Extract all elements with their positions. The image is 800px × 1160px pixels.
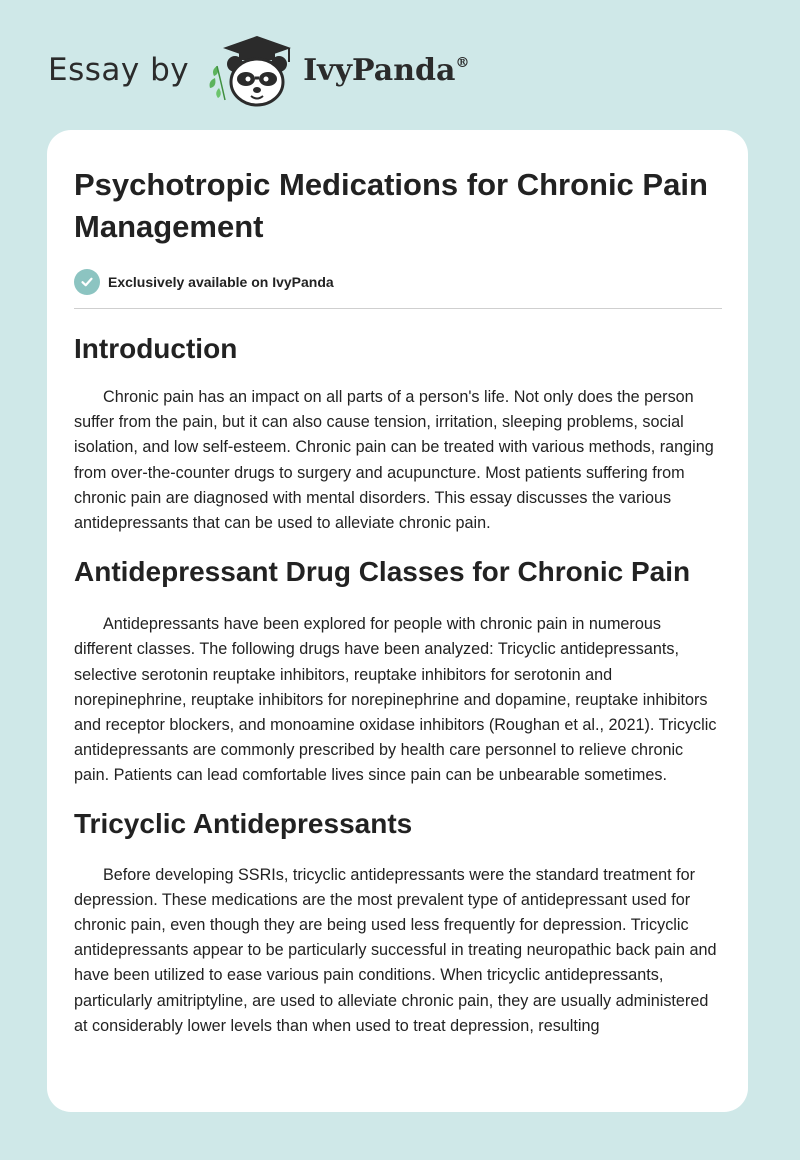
brand-name[interactable]: IvyPanda® [303,52,470,88]
essay-by-label: Essay by [48,52,190,88]
exclusive-badge-label: Exclusively available on IvyPanda [108,274,334,290]
article-card [47,130,748,1112]
section-body-tricyclic: Before developing SSRIs, tricyclic antidepressants were the standard treatment for depression. These medications are the most prevalent type of antidepressant used for chronic pain, even though they are being used less frequently for depression. Tricyclic antidepressants appear to be particularly successful in treating neuropathic back pain and have been utilized to ease various pain conditions. When tricyclic antidepressants, particularly amitriptyline, are used to alleviate chronic pain, they are usually administered at considerably lower levels than when used to treat depression, resulting [74,865,717,1035]
section-heading-drug-classes: Antidepressant Drug Classes for Chronic Pain [74,556,691,588]
panda-logo-icon[interactable] [205,30,297,110]
title-divider [74,308,722,309]
section-heading-introduction: Introduction [74,333,238,364]
section-body-introduction: Chronic pain has an impact on all parts of a person's life. Not only does the person suffer from the pain, but it can also cause tension, irritation, sleeping problems, social isolation, and low self-esteem. Chronic pain can be treated with various methods, ranging from over-the-counter drugs to surgery and acupuncture. Most patients suffering from chronic pain are diagnosed with mental disorders. This essay discusses the various antidepressants that can be used to alleviate chronic pain. [74,388,714,533]
section-body-drug-classes: Antidepressants have been explored for people with chronic pain in numerous different classes. The following drugs have been analyzed: Tricyclic antidepressants, selective serotonin reuptake inhibitors, reuptake inhibitors for serotonin and norepinephrine, reuptake inhibitors for norepinephrine and dopamine, reuptake inhibitors and receptor blockers, and monoamine oxidase inhibitors (Roughan et al., 2021). Tricyclic antidepressants are commonly prescribed by health care personnel to relieve chronic pain. Patients can lead comfortable lives since pain can be unbearable sometimes. [74,615,717,785]
registered-mark: ® [455,54,470,71]
check-circle-icon [74,269,100,295]
section-heading-tricyclic: Tricyclic Antidepressants [74,807,413,839]
page-title: Psychotropic Medications for Chronic Pain Management [74,167,708,244]
exclusive-badge [74,268,722,296]
site-header [48,30,469,110]
